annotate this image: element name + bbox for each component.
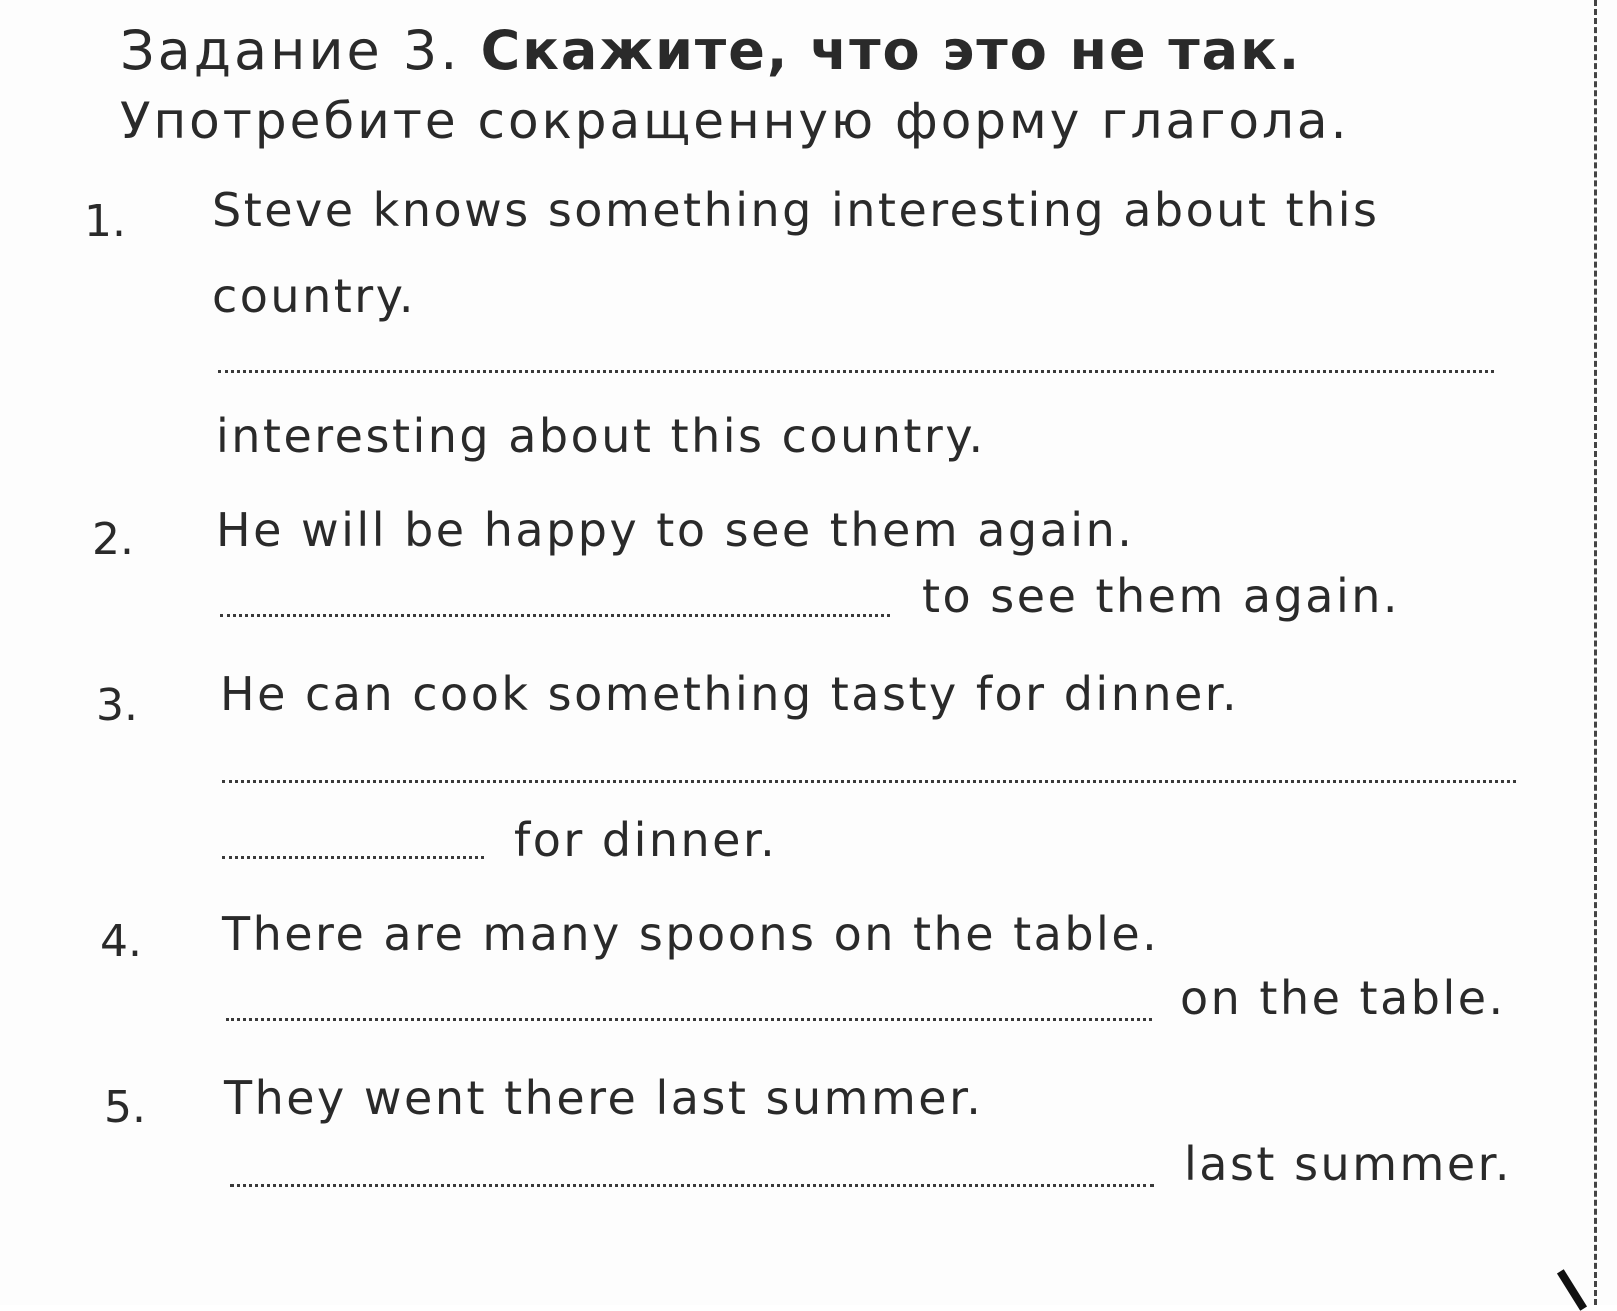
item-sentence: Steve knows something interesting about this (212, 183, 1380, 237)
item-sentence-continued: country. (212, 269, 416, 323)
item-number: 2. (92, 514, 134, 565)
task-title-prefix: Задание 3. (120, 19, 461, 82)
task-title (120, 16, 1301, 86)
answer-suffix: last summer. (1184, 1137, 1512, 1191)
dashed-cut-line (1594, 0, 1597, 1305)
answer-blank-line[interactable] (222, 856, 484, 859)
item-sentence: They went there last summer. (224, 1071, 984, 1125)
item-number: 5. (104, 1082, 146, 1133)
answer-blank-line[interactable] (230, 1184, 1154, 1187)
task-instruction: Употребите сокращенную форму глагола. (120, 92, 1350, 150)
task-title-bold: Скажите, что это не так. (480, 19, 1302, 82)
item-number: 4. (100, 916, 142, 967)
answer-suffix: interesting about this country. (216, 409, 986, 463)
answer-blank-line[interactable] (226, 1018, 1152, 1021)
item-sentence: He can cook something tasty for dinner. (220, 667, 1240, 721)
item-sentence: There are many spoons on the table. (222, 907, 1160, 961)
item-number: 1. (84, 196, 126, 247)
item-number: 3. (96, 680, 138, 731)
answer-suffix: for dinner. (514, 813, 778, 867)
answer-suffix: to see them again. (922, 569, 1401, 623)
answer-blank-line[interactable] (222, 780, 1516, 783)
answer-suffix: on the table. (1180, 971, 1506, 1025)
answer-blank-line[interactable] (220, 614, 890, 617)
item-sentence: He will be happy to see them again. (216, 503, 1135, 557)
answer-blank-line[interactable] (218, 370, 1494, 373)
